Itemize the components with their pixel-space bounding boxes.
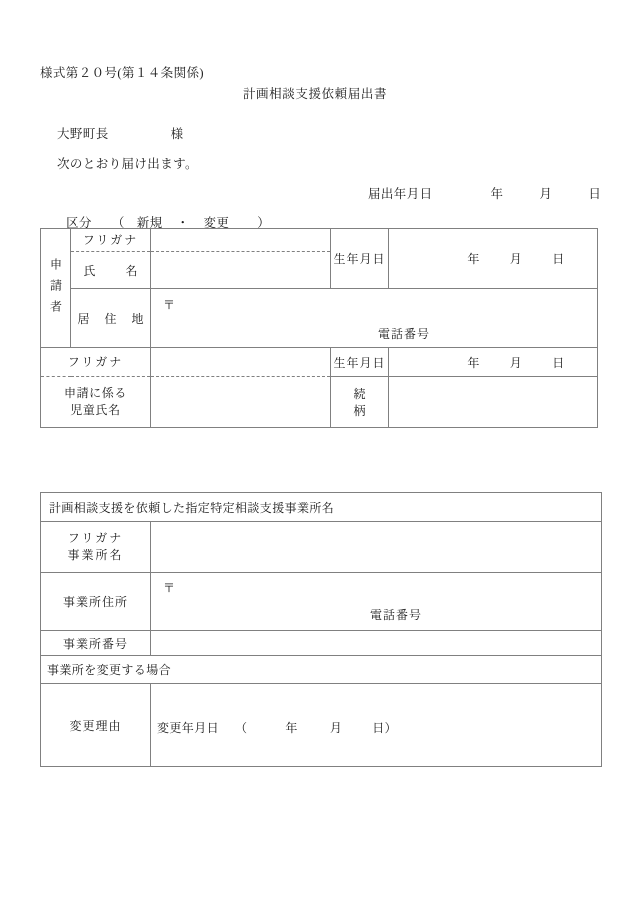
change-reason-value[interactable] xyxy=(151,684,602,767)
applicant-furigana-label-cell xyxy=(71,229,151,252)
applicant-residence-label-cell xyxy=(71,289,151,348)
child-dob-day: 日 xyxy=(552,355,565,370)
submission-date-month: 月 xyxy=(539,187,553,201)
change-reason-label-cell xyxy=(41,684,151,767)
child-dob-year: 年 xyxy=(467,355,480,370)
applicant-name-label-cell xyxy=(71,252,151,289)
child-furigana-label-cell xyxy=(41,348,151,377)
child-dob-label-cell xyxy=(331,348,389,377)
submission-date-label: 届出年月日 xyxy=(368,187,433,201)
office-number-label: 事業所番号 xyxy=(62,636,128,651)
change-date-day: 日） xyxy=(372,720,398,735)
office-number-label-cell xyxy=(41,631,151,656)
applicant-name-label: 氏 名 xyxy=(83,263,147,278)
office-name-label xyxy=(41,530,150,565)
office-number-value[interactable] xyxy=(151,631,602,656)
applicant-dob-day: 日 xyxy=(552,252,565,266)
applicant-residence-label: 居 住 地 xyxy=(77,311,150,326)
table-row-child-name xyxy=(41,377,598,428)
relationship-value[interactable] xyxy=(389,377,598,428)
submission-date-line xyxy=(368,184,601,202)
child-dob-ymd xyxy=(389,354,597,371)
table-row-office-address xyxy=(41,573,602,631)
change-reason-label: 変更理由 xyxy=(69,718,122,733)
table-row-change-header xyxy=(41,656,602,684)
category-paren-close: ） xyxy=(257,216,271,230)
table-row-child-furigana xyxy=(41,348,598,377)
office-name-label-cell xyxy=(41,522,151,573)
office-telephone-label: 電話番号 xyxy=(370,608,423,622)
applicant-furigana-value[interactable] xyxy=(151,229,331,252)
child-dob-month: 月 xyxy=(509,355,523,370)
office-name-label-text: 事業所名 xyxy=(67,548,124,562)
applicant-dob-value[interactable] xyxy=(389,229,598,289)
office-address-label: 事業所住所 xyxy=(62,595,128,609)
table-row-office-header xyxy=(41,493,602,522)
office-address-label-cell xyxy=(41,573,151,631)
category-option-change[interactable]: 変更 xyxy=(203,216,230,230)
change-date-label: 変更年月日 xyxy=(157,720,220,735)
applicant-dob-year: 年 xyxy=(467,252,480,266)
submission-date-day: 日 xyxy=(588,187,602,201)
applicant-furigana-label: フリガナ xyxy=(82,233,139,247)
child-name-value[interactable] xyxy=(151,377,331,428)
table-row-applicant-residence xyxy=(41,289,598,348)
intro-sentence: 次のとおり届け出ます。 xyxy=(57,157,198,171)
applicant-dob-label: 生年月日 xyxy=(333,252,386,266)
child-dob-value[interactable] xyxy=(389,348,598,377)
office-name-value[interactable] xyxy=(151,522,602,573)
child-dob-label: 生年月日 xyxy=(333,355,386,370)
applicant-table xyxy=(40,228,598,428)
child-name-label-line1: 申請に係る xyxy=(63,385,127,400)
table-row-change-reason xyxy=(41,684,602,767)
office-table-header: 計画相談支援を依頼した指定特定相談支援事業所名 xyxy=(41,493,602,522)
applicant-name-value[interactable] xyxy=(151,252,331,289)
applicant-vertical-label-cell xyxy=(41,229,71,348)
table-row-applicant-furigana xyxy=(41,229,598,252)
category-option-new[interactable]: 新規 xyxy=(136,216,163,230)
submission-date-year: 年 xyxy=(490,187,504,201)
change-date-line xyxy=(151,715,601,736)
applicant-dob-ymd xyxy=(389,250,597,267)
table-row-office-number xyxy=(41,631,602,656)
change-date-year: 年 xyxy=(285,720,298,735)
child-furigana-value[interactable] xyxy=(151,348,331,377)
child-name-label xyxy=(41,385,150,420)
office-table xyxy=(40,492,602,767)
child-furigana-label: フリガナ xyxy=(67,355,124,369)
table-row-office-name xyxy=(41,522,602,573)
applicant-dob-label-cell xyxy=(331,229,389,289)
change-date-month: 月 xyxy=(329,720,343,735)
office-furigana-label: フリガナ xyxy=(67,530,124,545)
addressee-name: 大野町長 xyxy=(57,127,109,141)
applicant-vertical-label: 申請者 xyxy=(48,257,63,321)
applicant-dob-month: 月 xyxy=(509,252,523,266)
applicant-telephone-label: 電話番号 xyxy=(377,327,430,341)
relationship-label: 続 柄 xyxy=(353,387,396,418)
child-name-label-line2: 児童氏名 xyxy=(70,403,121,417)
form-number: 様式第２０号(第１４条関係) xyxy=(40,66,204,80)
change-date-paren-open: （ xyxy=(235,720,248,735)
category-separator: ・ xyxy=(176,216,190,230)
child-name-label-cell xyxy=(41,377,151,428)
page-title: 計画相談支援依頼届出書 xyxy=(242,87,388,101)
category-paren-open: （ xyxy=(111,216,125,230)
change-section-header: 事業所を変更する場合 xyxy=(41,656,602,684)
addressee-line xyxy=(57,124,184,142)
addressee-honorific: 様 xyxy=(170,127,184,141)
office-postal-code-icon: 〒 xyxy=(163,581,176,595)
relationship-label-cell xyxy=(331,377,396,428)
postal-code-icon: 〒 xyxy=(163,298,176,312)
applicant-residence-value[interactable] xyxy=(151,289,598,348)
office-address-value[interactable] xyxy=(151,573,602,631)
category-label: 区分 xyxy=(66,216,92,230)
